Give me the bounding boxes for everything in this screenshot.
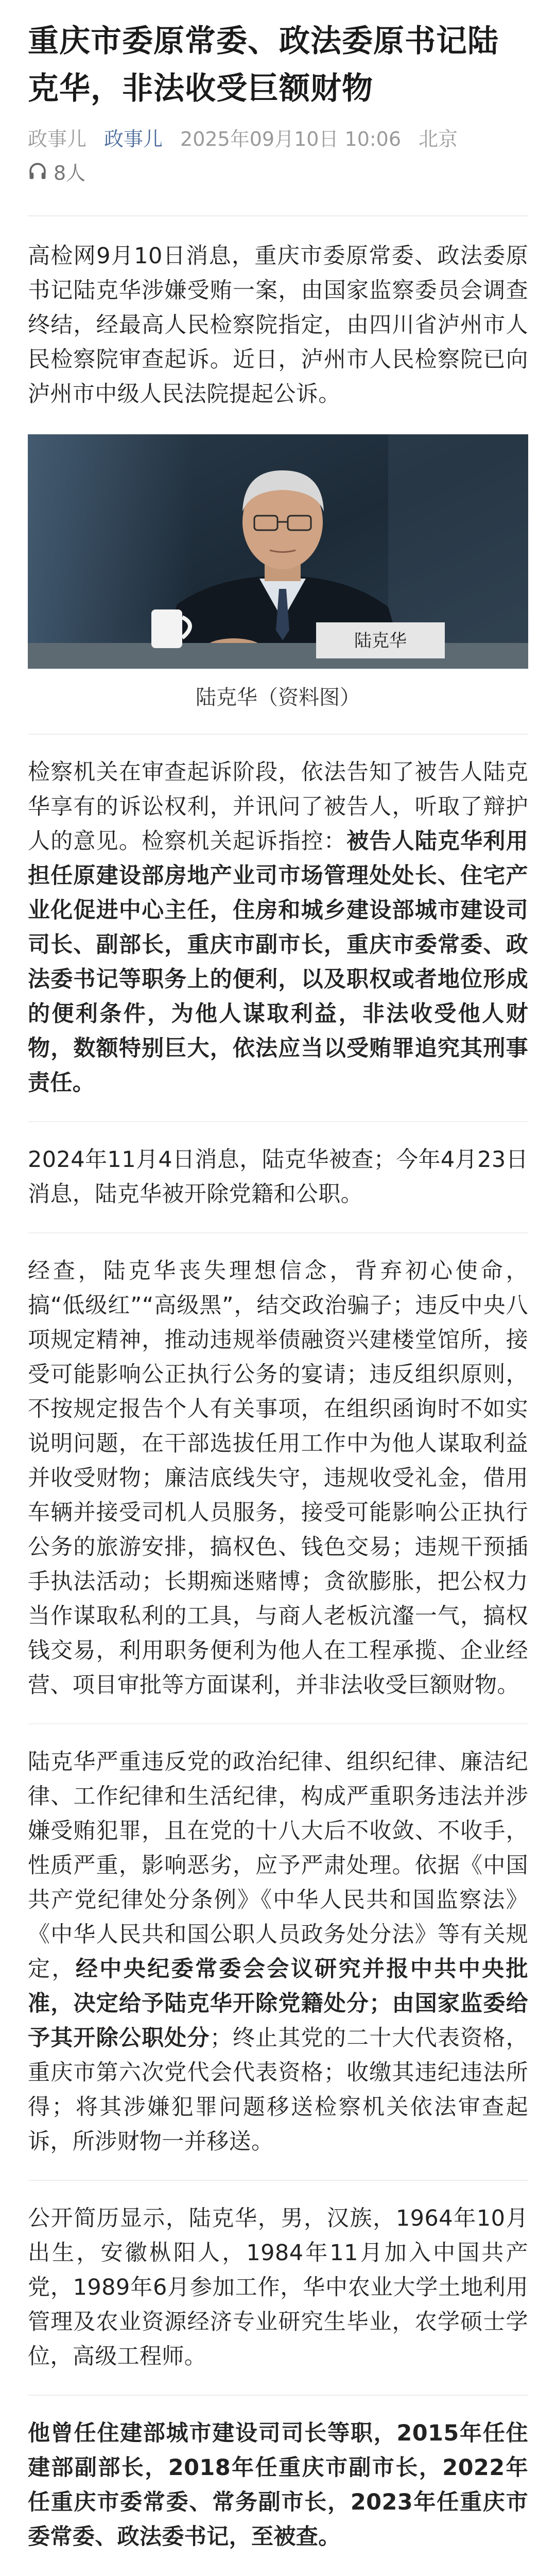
headphone-icon [28,162,47,180]
paragraph-2 [28,755,528,1100]
separator [28,2395,528,2396]
article-meta [28,123,528,151]
paragraph-5-normal-b: ；终止其党的二十大代表资格，重庆市第六次党代会代表资格；收缴其违纪违法所得；将其涉嫌犯罪问题移送检察机关依法审查起诉，所涉财物一并移送。 [28,2025,528,2155]
listen-count-label: 8人 [54,161,86,184]
account-link[interactable]: 政事儿 [104,127,163,150]
separator [28,1723,528,1724]
separator [28,2180,528,2181]
separator [28,734,528,735]
photo-illustration [28,434,528,669]
separator [28,1121,528,1122]
paragraph-4: 经查，陆克华丧失理想信念，背弃初心使命，搞“低级红”“高级黑”，结交政治骗子；违反中央八项规定精神，推动违规举债融资兴建楼堂馆所，接受可能影响公正执行公务的宴请；违反组织原则，不按规定报告个人有关事项，在组织函询时不如实说明问题，在干部选拔任用工作中为他人谋取利益并收受财物；廉洁底线失守，违规收受礼金，借用车辆并接受司机人员服务，接受可能影响公正执行公务的旅游安排，搞权色、钱色交易；违规干预插手执法活动；长期痴迷赌博；贪欲膨胀，把公权力当作谋取私利的工具，与商人老板沆瀣一气，搞权钱交易，利用职务便利为他人在工程承揽、企业经营、项目审批等方面谋利，并非法收受巨额财物。 [28,1258,528,1698]
paragraph-7: 他曾任住建部城市建设司司长等职，2015年任住建部副部长，2018年任重庆市副市长，2022年任重庆市委常委、常务副市长，2023年任重庆市委常委、政法委书记，至被查。 [28,2420,528,2550]
photo-placard: 陆克华 [354,631,407,651]
paragraph-1: 高检网9月10日消息，重庆市委原常委、政法委原书记陆克华涉嫌受贿一案，由国家监察委员会调查终结，经最高人民检察院指定，由四川省泸州市人民检察院审查起诉。近日，泸州市人民检察院已向泸州市中级人民法院提起公诉。 [28,243,528,407]
paragraph-2-normal: 检察机关在审查起诉阶段，依法告知了被告人陆克华享有的诉讼权利，并讯问了被告人，听取了辩护人的意见。检察机关起诉指控： [28,759,528,854]
paragraph-6: 公开简历显示，陆克华，男，汉族，1964年10月出生，安徽枞阳人，1984年11月加入中国共产党，1989年6月参加工作，华中农业大学土地利用管理及农业资源经济专业研究生毕业，农学硕士学位，高级工程师。 [28,2206,528,2369]
article-title: 重庆市委原常委、政法委原书记陆克华，非法收受巨额财物 [28,23,499,107]
paragraph-5-normal-a: 陆克华严重违反党的政治纪律、组织纪律、廉洁纪律、工作纪律和生活纪律，构成严重职务违法并涉嫌受贿犯罪，且在党的十八大后不收敛、不收手，性质严重，影响恶劣，应予严肃处理。依据《中国共产党纪律处分条例》《中华人民共和国监察法》《中华人民共和国公职人员政务处分法》等有关规定， [28,1749,528,1982]
separator [28,1232,528,1233]
paragraph-2-bold: 被告人陆克华利用担任原建设部房地产业司市场管理处处长、住宅产业化促进中心主任，住房和城乡建设部城市建设司司长、副部长，重庆市副市长，重庆市委常委、政法委书记等职务上的便利，以及职权或者地位形成的便利条件，为他人谋取利益，非法收受他人财物，数额特别巨大，依法应当以受贿罪追究其刑事责任。 [28,828,528,1096]
listen-count[interactable] [28,157,528,185]
header-divider [28,215,528,216]
publish-time: 2025年09月10日 10:06 [180,127,402,150]
paragraph-5 [28,1745,528,2159]
publish-location: 北京 [419,127,458,150]
article-photo[interactable] [28,434,528,669]
paragraph-5-bold: 经中央纪委常委会会议研究并报中共中央批准，决定给予陆克华开除党籍处分；由国家监委给予其开除公职处分 [28,1956,528,2051]
paragraph-3: 2024年11月4日消息，陆克华被查；今年4月23日消息，陆克华被开除党籍和公职。 [28,1147,528,1207]
photo-caption: 陆克华（资料图） [196,686,360,709]
author-name[interactable]: 政事儿 [28,127,87,150]
